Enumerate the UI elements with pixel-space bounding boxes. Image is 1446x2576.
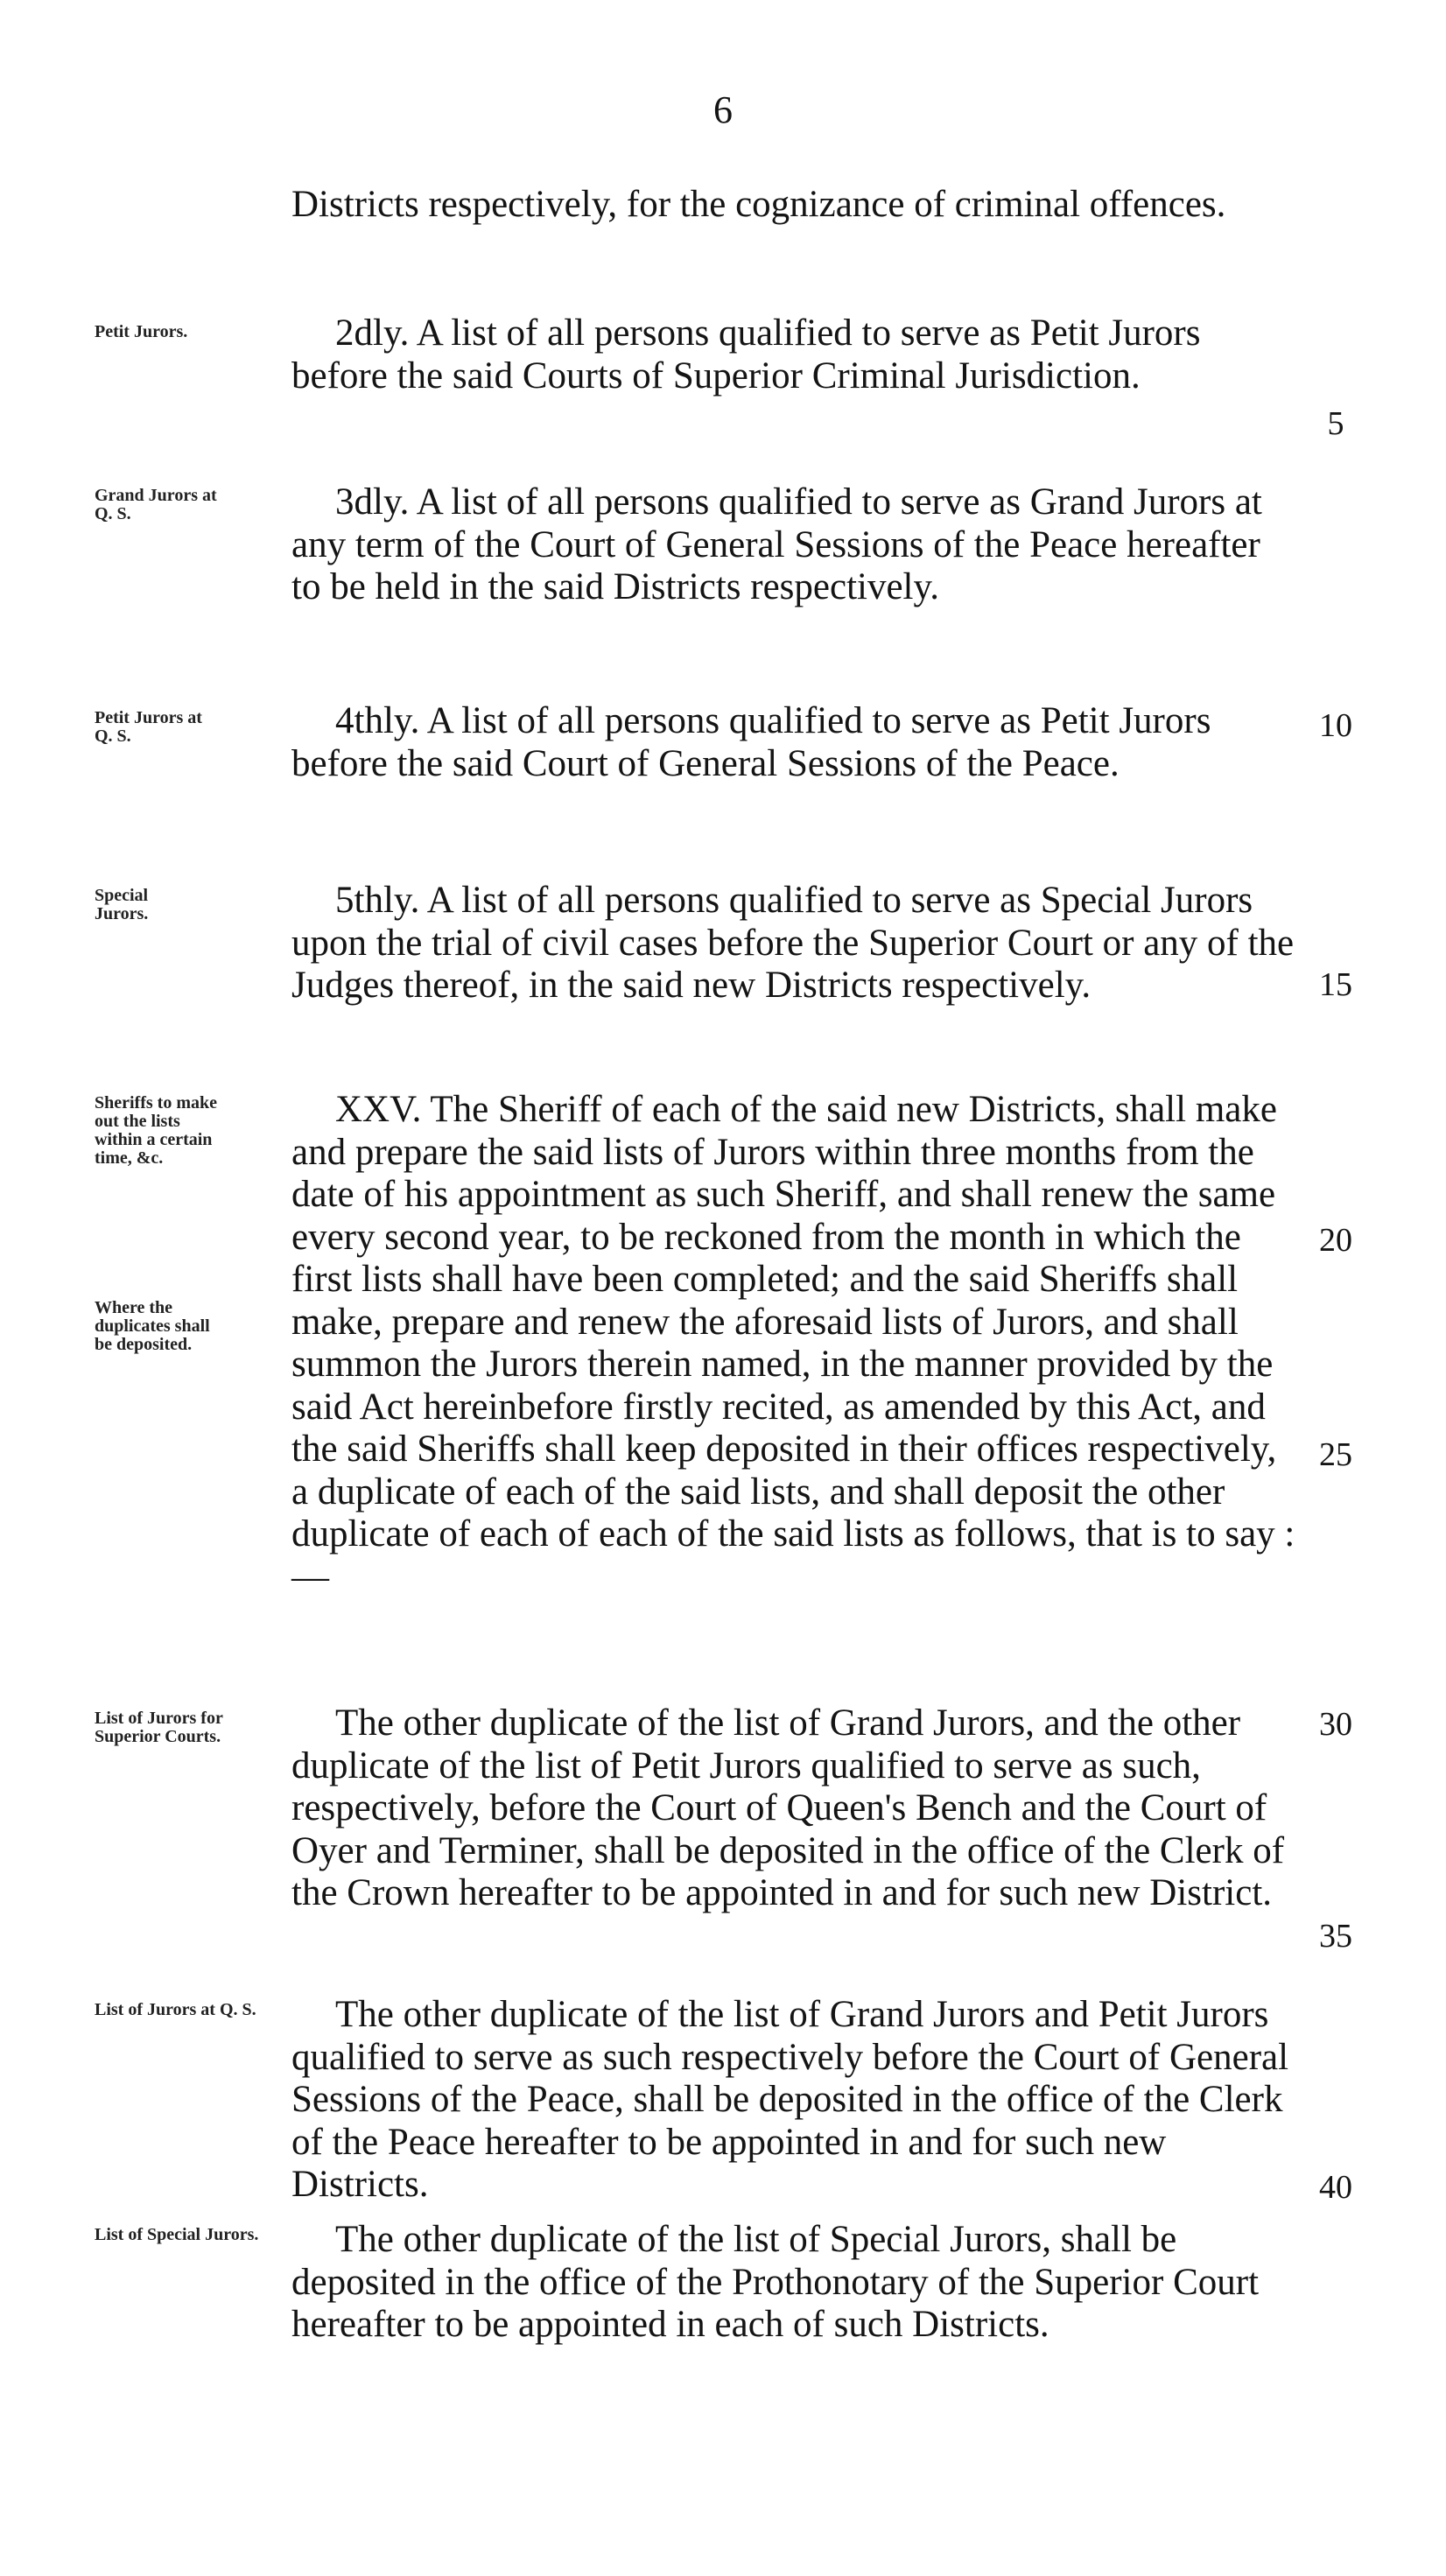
- paragraph-text: 3dly. A list of all persons qualified to serve as Grand Jurors at any term of the Court of General Sessions of the Peace hereafter to be held in the said Districts respectively.: [291, 481, 1262, 607]
- line-number: 5: [1327, 405, 1344, 442]
- line-number: 35: [1319, 1918, 1352, 1955]
- margin-note: Sheriffs to make out the lists within a certain time, &c.: [95, 1093, 217, 1168]
- margin-note: List of Special Jurors.: [95, 2225, 259, 2244]
- margin-note: Grand Jurors at Q. S.: [95, 486, 217, 523]
- line-number: 40: [1319, 2169, 1352, 2206]
- paragraph-text: 2dly. A list of all persons qualified to serve as Petit Jurors before the said Courts of Superior Criminal Jurisdiction.: [291, 312, 1201, 397]
- line-number: 10: [1319, 707, 1352, 744]
- line-number: 25: [1319, 1436, 1352, 1473]
- margin-note: List of Jurors for Superior Courts.: [95, 1709, 223, 1746]
- paragraph-text: 4thly. A list of all persons qualified to serve as Petit Jurors before the said Court of General Sessions of the Peace.: [291, 700, 1211, 784]
- line-number: 30: [1319, 1706, 1352, 1743]
- page-number: 6: [713, 88, 733, 131]
- margin-note: Petit Jurors at Q. S.: [95, 708, 202, 746]
- margin-note: Special Jurors.: [95, 886, 149, 923]
- margin-note: List of Jurors at Q. S.: [95, 2000, 256, 2019]
- margin-note: Petit Jurors.: [95, 322, 188, 341]
- line-number: 15: [1319, 966, 1352, 1003]
- paragraph-text: The other duplicate of the list of Grand Jurors and Petit Jurors qualified to serve as such respectively before the Court of General Sessions of the Peace, shall be deposited in the office of the Clerk of the Peace hereafter to be appointed in and for such new Districts.: [291, 1994, 1289, 2205]
- line-number: 20: [1319, 1222, 1352, 1259]
- margin-note-duplicates: Where the duplicates shall be deposited.: [95, 1298, 210, 1354]
- paragraph-text: The other duplicate of the list of Special Jurors, shall be deposited in the office of the Prothonotary of the Superior Court hereafter to be appointed in each of such Districts.: [291, 2219, 1260, 2345]
- paragraph-text: Districts respectively, for the cognizance of criminal offences.: [291, 184, 1226, 225]
- paragraph-text: 5thly. A list of all persons qualified to serve as Special Jurors upon the trial of civil cases before the Superior Court or any of the Judges thereof, in the said new Districts respectively.: [291, 880, 1295, 1006]
- paragraph-text: The other duplicate of the list of Grand Jurors, and the other duplicate of the list of Petit Jurors qualified to serve as such, respectively, before the Court of Queen's Bench and the Court of Oyer and Terminer, shall be deposited in the office of the Clerk of the Crown hereafter to be appointed in and for such new District.: [291, 1702, 1285, 1913]
- paragraph-text: XXV. The Sheriff of each of the said new Districts, shall make and prepare the said lists of Jurors within three months from the date of his appointment as such Sheriff, and shall renew the same every second year, to be reckoned from the month in which the first lists shall have been completed; and the said Sheriffs shall make, prepare and renew the aforesaid lists of Jurors, and shall summon the Jurors therein named, in the manner provided by the said Act hereinbefore firstly recited, as amended by this Act, and the said Sheriffs shall keep deposited in their offices respectively, a duplicate of each of the said lists, and shall deposit the other duplicate of each of each of the said lists as follows, that is to say :—: [291, 1089, 1295, 1597]
